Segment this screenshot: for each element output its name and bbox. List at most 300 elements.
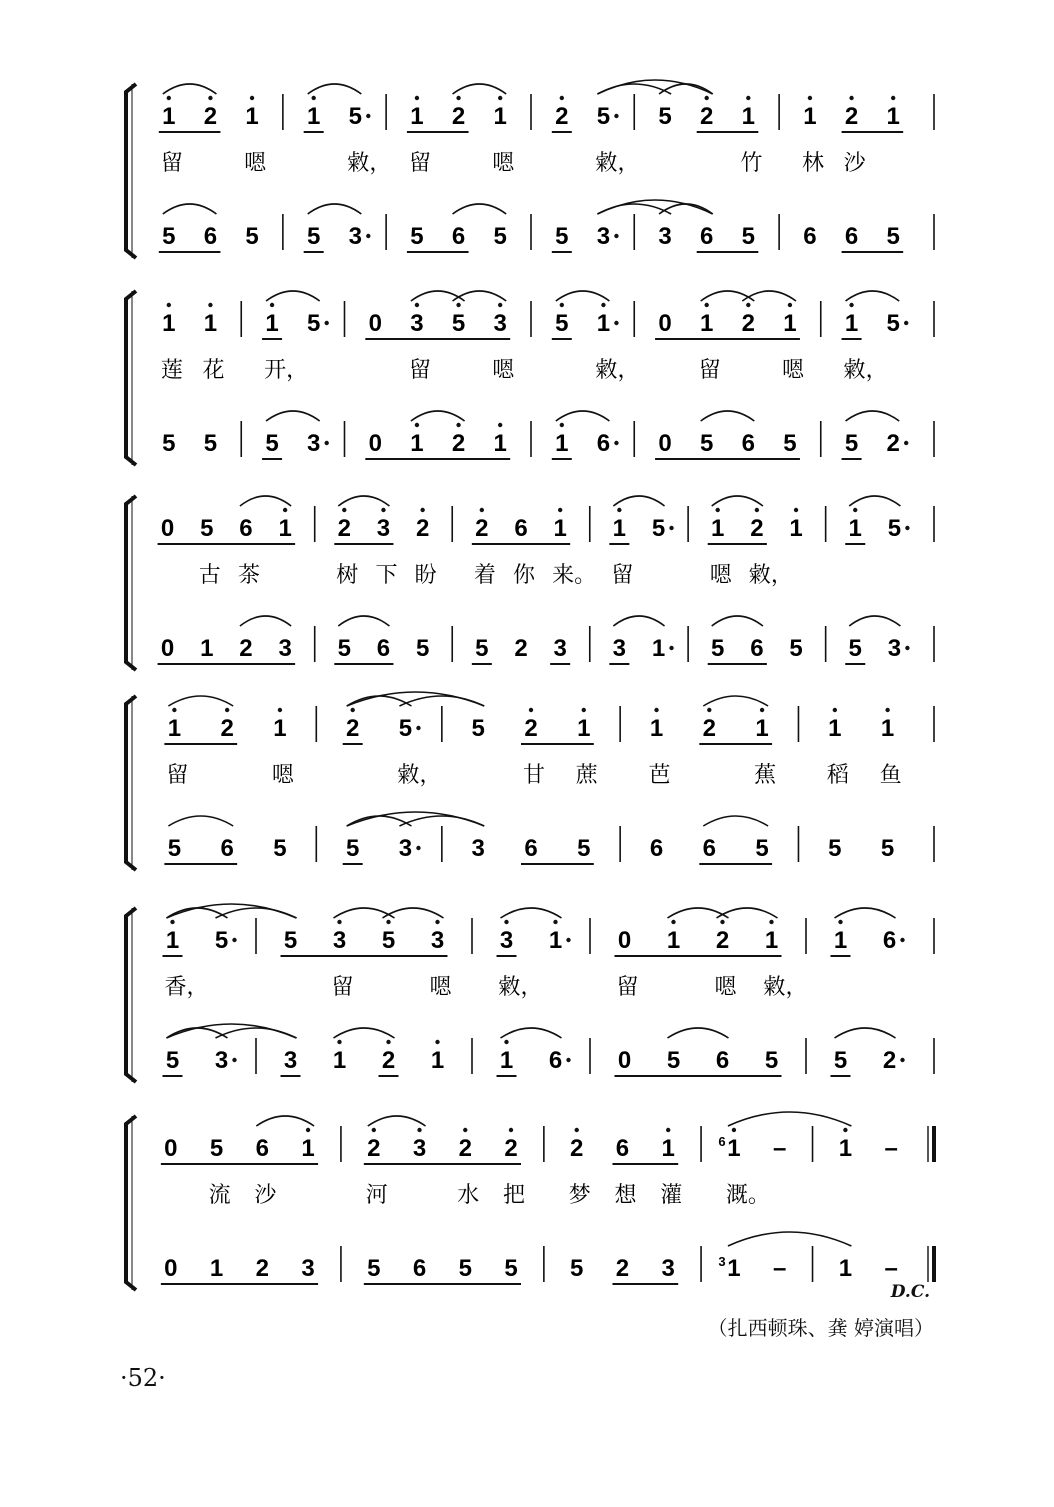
octave-dot <box>654 708 658 712</box>
system-bracket <box>126 291 136 465</box>
duration-dot <box>566 938 570 942</box>
page-number: ·52· <box>120 1364 166 1392</box>
note-upper-0-10: 5 <box>658 103 672 130</box>
octave-dot <box>311 96 315 100</box>
note-upper-3-3: 2 <box>346 715 360 742</box>
note-upper-1-7: 3 <box>493 310 507 337</box>
slur <box>266 411 320 421</box>
note-lower-4-9: 5 <box>666 1047 681 1074</box>
slur <box>338 616 389 626</box>
note-upper-1-9: 1 <box>596 310 611 337</box>
octave-dot <box>386 920 390 924</box>
octave-dot <box>601 303 605 307</box>
octave-dot <box>707 708 711 712</box>
note-lower-1-4: 0 <box>368 430 382 457</box>
lyric-syllable: 竹 <box>740 151 763 176</box>
octave-dot <box>504 1040 508 1044</box>
note-upper-5-6: 2 <box>458 1135 472 1162</box>
octave-dot <box>435 920 439 924</box>
note-upper-3-4: 5 <box>398 715 413 742</box>
note-upper-2-10: 1 <box>612 515 627 542</box>
octave-dot <box>306 1128 310 1132</box>
note-lower-1-13: 5 <box>783 430 797 457</box>
octave-dot <box>386 1040 390 1044</box>
note-upper-0-2: 1 <box>245 103 259 130</box>
note-upper-5-3: 1 <box>301 1135 315 1162</box>
note-lower-3-1: 6 <box>220 835 234 862</box>
octave-dot <box>415 96 419 100</box>
slur <box>501 908 562 918</box>
note-lower-4-2: 3 <box>283 1047 298 1074</box>
duration-dot <box>614 441 618 445</box>
lyric-syllable: 沙 <box>843 151 866 176</box>
note-upper-5-7: 2 <box>504 1135 518 1162</box>
lyric-syllable: 留 <box>698 358 721 383</box>
slur <box>712 616 763 626</box>
octave-dot <box>529 708 533 712</box>
note-upper-3-0: 1 <box>167 715 182 742</box>
octave-dot <box>732 1128 736 1132</box>
octave-dot <box>435 1040 439 1044</box>
slur <box>701 411 755 421</box>
note-upper-2-11: 5 <box>651 515 666 542</box>
octave-dot <box>498 303 502 307</box>
octave-dot <box>498 423 502 427</box>
octave-dot <box>769 920 773 924</box>
slur <box>256 1116 314 1126</box>
note-upper-3-2: 1 <box>273 715 287 742</box>
octave-dot <box>278 708 282 712</box>
octave-dot <box>283 508 287 512</box>
lyric-syllable: 留 <box>616 975 639 1000</box>
note-lower-4-5: 1 <box>430 1047 445 1074</box>
duration-dot <box>324 441 328 445</box>
lyric-syllable: 嗯 <box>714 975 737 1000</box>
duration-dot <box>669 646 673 650</box>
note-lower-3-4: 3 <box>398 835 413 862</box>
note-lower-3-3: 5 <box>346 835 360 862</box>
octave-dot <box>372 1128 376 1132</box>
note-upper-2-7: 2 <box>475 515 489 542</box>
note-lower-4-3: 1 <box>332 1047 347 1074</box>
note-upper-3-7: 1 <box>577 715 591 742</box>
note-upper-0-14: 2 <box>844 103 859 130</box>
performer-credit: （扎西顿珠、龚 婷演唱） <box>707 1316 934 1340</box>
note-lower-4-13: 2 <box>882 1047 897 1074</box>
note-upper-5-0: 0 <box>164 1135 178 1162</box>
slur <box>849 616 900 626</box>
lyric-syllable: 留 <box>408 151 431 176</box>
lyric-syllable: 开， <box>264 358 309 383</box>
lyric-syllable: 梦 <box>568 1183 591 1208</box>
lyric-syllable: 留 <box>611 563 634 588</box>
note-lower-2-8: 2 <box>514 635 528 662</box>
note-lower-5-14: – <box>884 1255 898 1282</box>
duration-dot <box>904 321 908 325</box>
octave-dot <box>704 96 708 100</box>
note-upper-2-3: 1 <box>278 515 292 542</box>
note-lower-5-5: 6 <box>412 1255 427 1282</box>
slur <box>308 204 362 214</box>
duration-dot <box>614 234 618 238</box>
octave-dot <box>456 303 460 307</box>
note-lower-0-0: 5 <box>162 223 176 250</box>
lyric-syllable: 来。 <box>552 563 597 588</box>
note-lower-5-7: 5 <box>504 1255 518 1282</box>
lyric-syllable: 敹， <box>763 975 808 1000</box>
note-upper-3-9: 2 <box>702 715 716 742</box>
note-lower-5-10: 3 <box>661 1255 675 1282</box>
slur <box>846 291 900 301</box>
note-lower-2-11: 1 <box>651 635 666 662</box>
note-upper-4-0: 1 <box>165 927 180 954</box>
note-lower-1-1: 5 <box>203 430 218 457</box>
octave-dot <box>560 423 564 427</box>
note-upper-3-10: 1 <box>755 715 769 742</box>
note-lower-0-12: 5 <box>741 223 755 250</box>
note-upper-2-2: 6 <box>239 515 253 542</box>
octave-dot <box>755 508 759 512</box>
lyric-syllable: 留 <box>166 763 189 788</box>
note-upper-1-10: 0 <box>658 310 672 337</box>
slur <box>703 816 768 826</box>
lyric-syllable: 敹， <box>748 563 793 588</box>
note-lower-0-9: 3 <box>596 223 611 250</box>
note-lower-4-0: 5 <box>165 1047 180 1074</box>
slur <box>835 908 896 918</box>
octave-dot <box>208 303 212 307</box>
lyric-syllable: 花 <box>202 358 225 383</box>
octave-dot <box>853 508 857 512</box>
octave-dot <box>417 1128 421 1132</box>
note-lower-2-12: 5 <box>711 635 725 662</box>
note-lower-0-10: 3 <box>658 223 672 250</box>
lyric-syllable: 溉。 <box>725 1183 770 1208</box>
slur <box>453 204 507 214</box>
note-lower-0-8: 5 <box>555 223 569 250</box>
note-upper-0-3: 1 <box>307 103 321 130</box>
lyric-syllable: 敹， <box>595 358 640 383</box>
note-lower-0-7: 5 <box>493 223 507 250</box>
octave-dot <box>704 303 708 307</box>
note-lower-1-5: 1 <box>410 430 424 457</box>
note-upper-0-13: 1 <box>803 103 817 130</box>
note-upper-2-14: 1 <box>789 515 803 542</box>
note-upper-5-12: – <box>772 1135 787 1162</box>
slur <box>163 204 217 214</box>
octave-dot <box>170 920 174 924</box>
grace-note: 3 <box>718 1254 726 1269</box>
note-upper-4-4: 5 <box>381 927 396 954</box>
note-upper-4-12: 1 <box>833 927 848 954</box>
slur <box>849 496 900 506</box>
note-lower-0-13: 6 <box>803 223 817 250</box>
octave-dot <box>788 303 792 307</box>
lyric-syllable: 嗯 <box>271 763 294 788</box>
slur <box>501 1028 562 1038</box>
note-upper-5-14: – <box>884 1135 898 1162</box>
note-upper-1-11: 1 <box>700 310 714 337</box>
note-lower-3-12: 5 <box>880 835 895 862</box>
duration-dot <box>232 1058 236 1062</box>
note-upper-0-11: 2 <box>700 103 714 130</box>
note-lower-4-4: 2 <box>381 1047 396 1074</box>
slur <box>163 84 217 94</box>
lyric-syllable: 敹， <box>347 151 392 176</box>
note-lower-3-9: 6 <box>702 835 716 862</box>
octave-dot <box>553 920 557 924</box>
lyric-syllable: 嗯 <box>244 151 267 176</box>
lyric-syllable: 鱼 <box>879 763 902 788</box>
grace-note: 6 <box>718 1134 726 1149</box>
duration-dot <box>669 526 673 530</box>
lyric-syllable: 留 <box>408 358 431 383</box>
lyric-syllable: 古 <box>198 563 221 588</box>
note-lower-3-10: 5 <box>755 835 769 862</box>
octave-dot <box>415 423 419 427</box>
note-upper-1-15: 5 <box>886 310 900 337</box>
note-upper-5-4: 2 <box>367 1135 381 1162</box>
note-upper-4-6: 3 <box>499 927 514 954</box>
note-lower-2-4: 5 <box>337 635 351 662</box>
note-upper-5-11: 1 <box>727 1135 741 1162</box>
slur <box>266 291 320 301</box>
note-lower-2-0: 0 <box>160 635 175 662</box>
note-lower-0-5: 5 <box>410 223 424 250</box>
note-upper-3-5: 5 <box>471 715 485 742</box>
slur <box>728 1232 851 1246</box>
duration-dot <box>905 646 909 650</box>
note-lower-2-5: 6 <box>376 635 391 662</box>
note-lower-1-12: 6 <box>741 430 755 457</box>
note-lower-5-2: 2 <box>255 1255 270 1282</box>
octave-dot <box>337 1040 341 1044</box>
lyric-syllable: 敹， <box>397 763 442 788</box>
lyric-syllable: 嗯 <box>709 563 732 588</box>
note-lower-4-7: 6 <box>548 1047 563 1074</box>
lyric-syllable: 蕉 <box>754 763 777 788</box>
lyric-syllable: 留 <box>331 975 354 1000</box>
note-upper-0-6: 2 <box>451 103 466 130</box>
note-upper-3-6: 2 <box>524 715 538 742</box>
slur <box>308 84 362 94</box>
note-upper-1-4: 0 <box>368 310 382 337</box>
lyric-syllable: 茶 <box>237 563 260 588</box>
duration-dot <box>900 938 904 942</box>
slur <box>613 616 664 626</box>
lyric-syllable: 敹， <box>595 151 640 176</box>
slur <box>742 291 796 301</box>
octave-dot <box>504 920 508 924</box>
slur <box>338 496 389 506</box>
note-lower-5-9: 2 <box>615 1255 630 1282</box>
lyric-syllable: 把 <box>503 1183 526 1208</box>
note-lower-5-1: 1 <box>209 1255 224 1282</box>
lyric-syllable: 敹， <box>498 975 543 1000</box>
octave-dot <box>720 920 724 924</box>
note-lower-1-15: 2 <box>886 430 900 457</box>
note-upper-2-8: 6 <box>514 515 528 542</box>
note-lower-0-4: 3 <box>348 223 362 250</box>
note-upper-1-6: 5 <box>451 310 466 337</box>
note-lower-3-5: 3 <box>471 835 485 862</box>
lyric-syllable: 敹， <box>843 358 888 383</box>
slur <box>453 84 507 94</box>
slur <box>556 411 610 421</box>
system-bracket <box>126 908 136 1082</box>
note-lower-4-10: 6 <box>715 1047 730 1074</box>
note-upper-4-5: 3 <box>430 927 445 954</box>
note-lower-1-0: 5 <box>162 430 176 457</box>
octave-dot <box>420 508 424 512</box>
note-lower-2-2: 2 <box>239 635 253 662</box>
lyric-syllable: 下 <box>375 563 398 588</box>
note-upper-0-4: 5 <box>348 103 362 130</box>
octave-dot <box>849 303 853 307</box>
note-upper-2-9: 1 <box>553 515 567 542</box>
note-upper-4-11: 1 <box>764 927 779 954</box>
note-upper-5-10: 1 <box>661 1135 675 1162</box>
octave-dot <box>498 96 502 100</box>
slur <box>712 496 763 506</box>
octave-dot <box>582 708 586 712</box>
note-upper-3-11: 1 <box>828 715 842 742</box>
note-lower-4-1: 3 <box>214 1047 229 1074</box>
lyric-syllable: 芭 <box>648 763 671 788</box>
octave-dot <box>381 508 385 512</box>
octave-dot <box>560 303 564 307</box>
note-lower-5-3: 3 <box>301 1255 315 1282</box>
system-bracket <box>126 496 136 670</box>
note-upper-0-1: 2 <box>203 103 218 130</box>
octave-dot <box>746 303 750 307</box>
octave-dot <box>167 303 171 307</box>
octave-dot <box>891 96 895 100</box>
note-lower-1-6: 2 <box>451 430 466 457</box>
octave-dot <box>838 920 842 924</box>
system-bracket <box>126 696 136 870</box>
note-upper-3-1: 2 <box>220 715 234 742</box>
lyric-syllable: 嗯 <box>492 358 515 383</box>
note-lower-1-3: 3 <box>307 430 321 457</box>
slur <box>556 291 610 301</box>
slur <box>701 291 755 301</box>
note-upper-5-8: 2 <box>570 1135 584 1162</box>
note-upper-1-13: 1 <box>783 310 797 337</box>
octave-dot <box>463 1128 467 1132</box>
note-lower-0-15: 5 <box>886 223 900 250</box>
slur <box>368 1116 426 1126</box>
octave-dot <box>666 1128 670 1132</box>
slur <box>168 816 233 826</box>
note-lower-4-11: 5 <box>764 1047 779 1074</box>
lyric-syllable: 想 <box>614 1183 637 1208</box>
octave-dot <box>172 708 176 712</box>
note-upper-0-8: 2 <box>555 103 569 130</box>
note-lower-5-6: 5 <box>458 1255 472 1282</box>
duration-dot <box>614 114 618 118</box>
note-upper-4-1: 5 <box>214 927 229 954</box>
octave-dot <box>808 96 812 100</box>
octave-dot <box>671 920 675 924</box>
note-lower-2-7: 5 <box>475 635 489 662</box>
note-lower-2-6: 5 <box>415 635 430 662</box>
note-lower-2-1: 1 <box>200 635 214 662</box>
note-upper-2-16: 5 <box>887 515 902 542</box>
note-lower-3-0: 5 <box>167 835 182 862</box>
note-upper-2-1: 5 <box>200 515 214 542</box>
note-upper-2-5: 3 <box>376 515 391 542</box>
octave-dot <box>833 708 837 712</box>
note-upper-5-13: 1 <box>838 1135 853 1162</box>
octave-dot <box>250 96 254 100</box>
note-lower-4-8: 0 <box>617 1047 632 1074</box>
note-lower-3-6: 6 <box>524 835 538 862</box>
note-lower-4-6: 1 <box>499 1047 514 1074</box>
note-lower-5-8: 5 <box>570 1255 584 1282</box>
note-lower-3-11: 5 <box>828 835 842 862</box>
note-lower-2-3: 3 <box>278 635 292 662</box>
octave-dot <box>456 423 460 427</box>
note-lower-5-13: 1 <box>838 1255 853 1282</box>
note-upper-1-3: 5 <box>307 310 321 337</box>
note-upper-4-2: 5 <box>283 927 298 954</box>
lyric-syllable: 盼 <box>414 563 437 588</box>
note-lower-2-15: 5 <box>848 635 862 662</box>
lyric-syllable: 灌 <box>660 1183 683 1208</box>
note-lower-1-8: 1 <box>555 430 569 457</box>
note-upper-0-15: 1 <box>886 103 900 130</box>
note-lower-4-12: 5 <box>833 1047 848 1074</box>
lyric-syllable: 蔗 <box>575 763 598 788</box>
note-upper-2-0: 0 <box>160 515 175 542</box>
octave-dot <box>350 708 354 712</box>
note-upper-4-7: 1 <box>548 927 563 954</box>
octave-dot <box>617 508 621 512</box>
note-upper-0-7: 1 <box>493 103 507 130</box>
note-lower-2-16: 3 <box>887 635 902 662</box>
octave-dot <box>885 708 889 712</box>
note-upper-1-12: 2 <box>741 310 755 337</box>
note-upper-2-15: 1 <box>848 515 862 542</box>
slur <box>835 1028 896 1038</box>
note-upper-4-10: 2 <box>715 927 730 954</box>
slur <box>347 692 485 706</box>
octave-dot <box>575 1128 579 1132</box>
slur <box>613 496 664 506</box>
octave-dot <box>270 303 274 307</box>
octave-dot <box>415 303 419 307</box>
note-lower-1-7: 1 <box>493 430 507 457</box>
system-bracket <box>126 84 136 258</box>
note-upper-3-12: 1 <box>880 715 895 742</box>
note-lower-0-1: 6 <box>203 223 218 250</box>
slur <box>411 411 465 421</box>
duration-dot <box>566 1058 570 1062</box>
lyric-syllable: 嗯 <box>492 151 515 176</box>
system-bracket <box>126 1116 136 1290</box>
lyric-syllable: 香， <box>164 975 209 1000</box>
note-upper-5-1: 5 <box>209 1135 224 1162</box>
note-lower-5-4: 5 <box>367 1255 381 1282</box>
lyric-syllable: 嗯 <box>781 358 804 383</box>
note-upper-2-13: 2 <box>750 515 764 542</box>
note-upper-1-8: 5 <box>555 310 569 337</box>
slur <box>240 616 291 626</box>
note-upper-2-4: 2 <box>337 515 351 542</box>
octave-dot <box>342 508 346 512</box>
note-lower-0-14: 6 <box>844 223 859 250</box>
